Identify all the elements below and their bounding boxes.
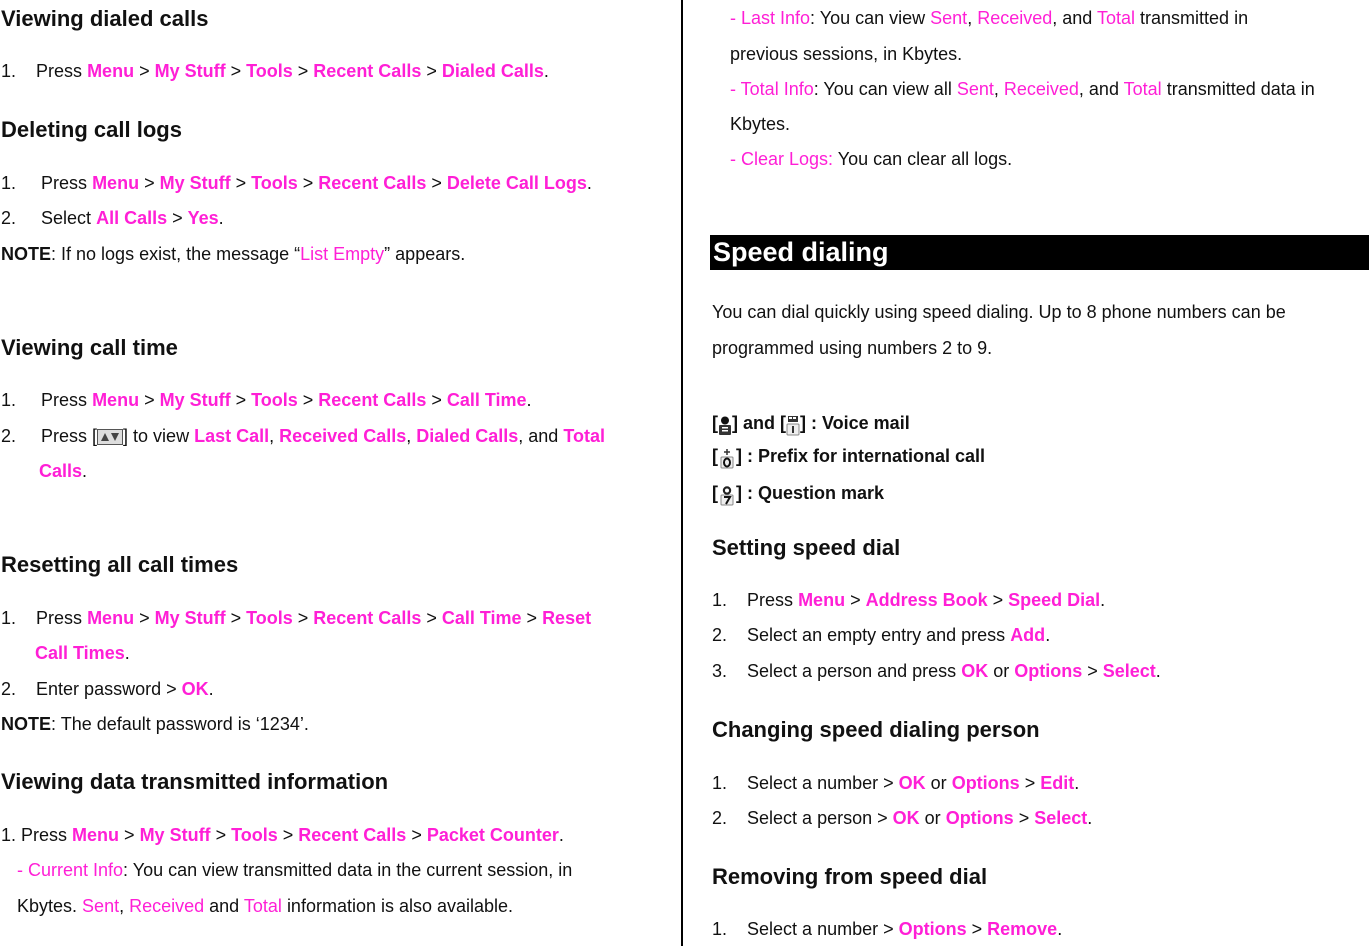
- remove-step-1: 1. Select a number > Options > Remove.: [712, 919, 1063, 939]
- heading-viewing-data-transmitted: Viewing data transmitted information: [1, 769, 389, 794]
- reset-step-2: 2. Enter password > OK.: [1, 679, 214, 699]
- heading-viewing-dialed-calls: Viewing dialed calls: [1, 6, 209, 31]
- dialed-step-1: 1. Press Menu > My Stuff > Tools > Recent Calls > Dialed Calls.: [1, 61, 549, 81]
- key-1-icon: [786, 415, 800, 437]
- calltime-step-1: 1. Press Menu > My Stuff > Tools > Recent Calls > Call Time.: [1, 390, 532, 410]
- set-step-1: 1. Press Menu > Address Book > Speed Dial.: [712, 590, 1106, 610]
- current-info: - Current Info: You can view transmitted data in the current session, in: [17, 860, 573, 880]
- key-voice-mail: [ ] and [ ] : Voice mail: [712, 412, 910, 437]
- set-step-3: 3. Select a person and press OK or Options > Select.: [712, 661, 1161, 681]
- column-divider: [681, 0, 683, 946]
- last-info: - Last Info: You can view Sent, Received, and Total transmitted in: [730, 8, 1249, 28]
- key-0-plus-icon: [718, 448, 736, 470]
- heading-deleting-call-logs: Deleting call logs: [1, 117, 182, 142]
- current-info-cont: Kbytes. Sent, Received and Total information is also available.: [17, 896, 514, 916]
- key-international-prefix: [ ] : Prefix for international call: [712, 445, 985, 470]
- reset-step-1: 1. Press Menu > My Stuff > Tools > Recent Calls > Call Time > Reset: [1, 608, 592, 628]
- calltime-step-2-cont: Calls.: [39, 461, 88, 481]
- speed-intro-line-2: programmed using numbers 2 to 9.: [712, 338, 993, 358]
- delete-step-1: 1. Press Menu > My Stuff > Tools > Recent Calls > Delete Call Logs.: [1, 173, 592, 193]
- delete-note: NOTE: If no logs exist, the message “List Empty” appears.: [1, 244, 466, 264]
- reset-step-1-cont: Call Times.: [35, 643, 130, 663]
- clear-logs: - Clear Logs: You can clear all logs.: [730, 149, 1013, 169]
- key-7-question-icon: [718, 485, 736, 507]
- heading-setting-speed-dial: Setting speed dial: [712, 535, 901, 560]
- heading-changing-speed-dialing-person: Changing speed dialing person: [712, 717, 1040, 742]
- heading-viewing-call-time: Viewing call time: [1, 335, 178, 360]
- change-step-1: 1. Select a number > OK or Options > Edit.: [712, 773, 1080, 793]
- key-question-mark: [ ] : Question mark: [712, 482, 884, 507]
- reset-note: NOTE: The default password is ‘1234’.: [1, 714, 309, 734]
- heading-removing-from-speed-dial: Removing from speed dial: [712, 864, 988, 889]
- speed-intro-line-1: You can dial quickly using speed dialing. Up to 8 phone numbers can be: [712, 302, 1286, 322]
- last-info-cont: previous sessions, in Kbytes.: [730, 44, 963, 64]
- set-step-2: 2. Select an empty entry and press Add.: [712, 625, 1051, 645]
- data-step-1: 1. Press Menu > My Stuff > Tools > Recent Calls > Packet Counter.: [1, 825, 564, 845]
- calltime-step-2: 2. Press [ ] to view Last Call, Received Calls, Dialed Calls, and Total: [1, 425, 605, 450]
- delete-step-2: 2. Select All Calls > Yes.: [1, 208, 224, 228]
- change-step-2: 2. Select a person > OK or Options > Select.: [712, 808, 1093, 828]
- key-1-voicemail-icon: [718, 415, 732, 437]
- heading-resetting-call-times: Resetting all call times: [1, 552, 239, 577]
- total-info-cont: Kbytes.: [730, 114, 791, 134]
- total-info: - Total Info: You can view all Sent, Received, and Total transmitted data in: [730, 79, 1315, 99]
- section-banner-speed-dialing: Speed dialing: [710, 235, 1369, 270]
- up-down-nav-icon: [97, 428, 123, 450]
